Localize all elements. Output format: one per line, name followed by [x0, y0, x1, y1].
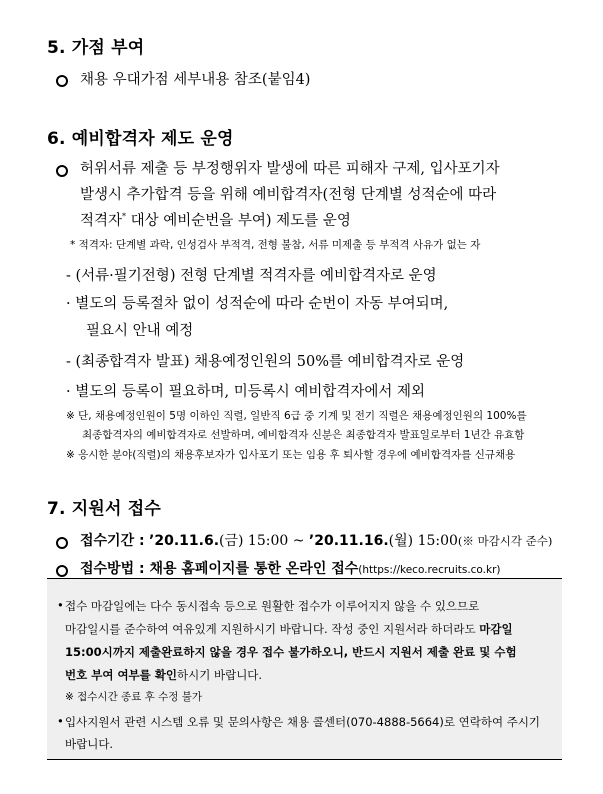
section-5-title: 5. 가점 부여	[47, 38, 145, 58]
section-5-bullet: 채용 우대가점 세부내용 참조(붙임4)	[80, 72, 311, 88]
section-6-para-line-2: 발생시 추가합격 등을 위해 예비합격자(전형 단계별 성적순에 따라	[80, 187, 497, 203]
notice-p1-note: ※ 접수시간 종료 후 수정 불가	[65, 691, 203, 703]
notice-p1-line-2: 마감일시를 준수하여 여유있게 지원하시기 바랍니다. 작성 중인 지원서라 하더라도 마감일	[65, 622, 513, 636]
note-1: ※ 단, 채용예정인원이 5명 이하인 직렬, 일반직 6급 중 기계 및 전기 직렬은 채용예정인원의 100%를	[66, 410, 527, 422]
notice-p1-line-4: 번호 부여 여부를 확인하시기 바랍니다.	[65, 668, 263, 682]
note-2: ※ 응시한 분야(직렬)의 채용후보자가 입사포기 또는 임용 후 퇴사할 경우에 예비합격자를 신규채용	[66, 449, 516, 461]
circle-bullet-icon	[56, 534, 68, 553]
circle-bullet-icon	[56, 162, 68, 181]
section-6-para-line-1: 허위서류 제출 등 부정행위자 발생에 따른 피해자 구제, 입사포기자	[80, 161, 500, 177]
period-line: 접수기간 : ’20.11.6.(금) 15:00 ~ ’20.11.16.(월) 15:00(※ 마감시각 준수)	[80, 533, 553, 549]
section-7-title: 7. 지원서 접수	[47, 499, 162, 519]
circle-bullet-icon	[56, 72, 68, 91]
item-document-written: - (서류·필기전형) 전형 단계별 적격자를 예비합격자로 운영	[66, 268, 437, 284]
notice-p2-line-2: 바랍니다.	[65, 737, 114, 751]
recruit-url: (https://keco.recruits.co.kr)	[358, 564, 501, 576]
section-6-para-line-3: 적격자* 대상 예비순번을 부여) 제도를 운영	[80, 212, 351, 229]
note-1-cont: 최종합격자의 예비합격자로 선발하며, 예비합격자 신분은 최종합격자 발표일로부터 1년간 유효함	[82, 429, 525, 441]
notice-p1-line-1: 접수 마감일에는 다수 동시접속 등으로 원활한 접수가 이루어지지 않을 수 있으므로	[65, 599, 480, 613]
bullet-dot-icon: •	[57, 598, 64, 612]
item-auto-order-cont: 필요시 안내 예정	[86, 323, 194, 339]
notice-p2-line-1: 입사지원서 관련 시스템 오류 및 문의사항은 채용 콜센터(070-4888-5664)로 연락하여 주시기	[65, 715, 541, 729]
notice-p1-line-3: 15:00시까지 제출완료하지 않을 경우 접수 불가하오니, 반드시 지원서 제출 완료 및 수험	[65, 645, 517, 659]
item-auto-order: · 별도의 등록절차 없이 성적순에 따라 순번이 자동 부여되며,	[66, 296, 449, 312]
notice-box	[47, 578, 562, 760]
method-line: 접수방법 : 채용 홈페이지를 통한 온라인 접수(https://keco.recruits.co.kr)	[80, 561, 501, 577]
item-registration: · 별도의 등록이 필요하며, 미등록시 예비합격자에서 제외	[66, 384, 426, 400]
eligible-footnote: * 적격자: 단계별 과락, 인성검사 부적격, 전형 불참, 서류 미제출 등 부적격 사유가 없는 자	[70, 239, 481, 251]
bullet-dot-icon: •	[57, 714, 64, 728]
section-6-title: 6. 예비합격자 제도 운영	[47, 129, 234, 149]
item-final-announce: - (최종합격자 발표) 채용예정인원의 50%를 예비합격자로 운영	[66, 354, 465, 370]
